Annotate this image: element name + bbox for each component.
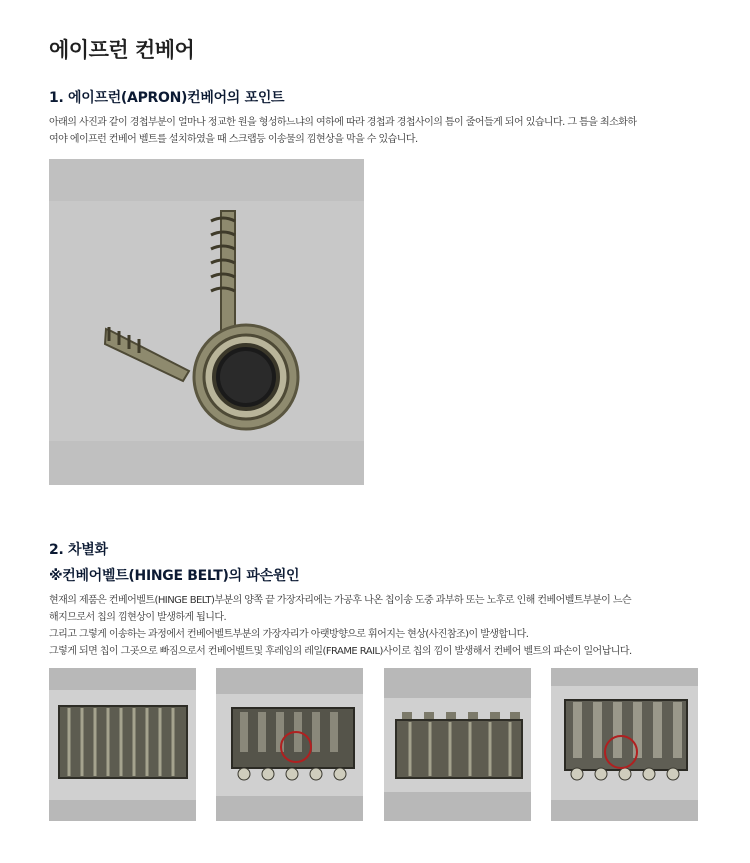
belt-photo-2 — [216, 668, 363, 821]
page-title: 에이프런 컨베어 — [49, 38, 195, 62]
belt-photo-4 — [551, 668, 698, 821]
section-2-heading: 2. 차별화 — [49, 542, 108, 558]
belt-photo-3 — [384, 668, 531, 821]
section-2-line: 해지므로서 칩의 낌현상이 발생하게 됩니다. — [49, 612, 227, 623]
section-2-line: 현재의 제품은 컨베어벨트(HINGE BELT)부분의 양쪽 끝 가장자리에는 가공후 나온 칩이송 도중 과부하 또는 노후로 인해 컨베어벨트부분이 느슨 — [49, 595, 632, 606]
section-1-line: 아래의 사진과 같이 경첩부분이 얼마나 정교한 원을 형성하느냐의 여하에 따라 경첩과 경첩사이의 틈이 줄어들게 되어 있습니다. 그 틈을 최소화하 — [49, 117, 637, 128]
section-2-paragraph — [49, 592, 709, 660]
section-2-line: 그리고 그렇게 이송하는 과정에서 컨베어벨트부분의 가장자리가 아랫방향으로 휘어지는 현상(사진참조)이 발생합니다. — [49, 629, 529, 640]
section-1-line: 여야 에이프런 컨베어 벨트를 설치하였을 때 스크랩등 이송물의 낌현상을 막을 수 있습니다. — [49, 134, 418, 145]
section-1-paragraph — [49, 114, 709, 148]
belt-photo-1 — [49, 668, 196, 821]
hinge-photo — [49, 159, 364, 485]
section-2-line: 그렇게 되면 칩이 그곳으로 빠짐으로서 컨베어벨트및 후레임의 레일(FRAME RAIL)사이로 칩의 낌이 발생해서 컨베어 벨트의 파손이 일어납니다. — [49, 646, 632, 657]
section-1-heading: 1. 에이프런(APRON)컨베어의 포인트 — [49, 90, 285, 106]
section-2-subheading: ※컨베어벨트(HINGE BELT)의 파손원인 — [49, 568, 300, 584]
